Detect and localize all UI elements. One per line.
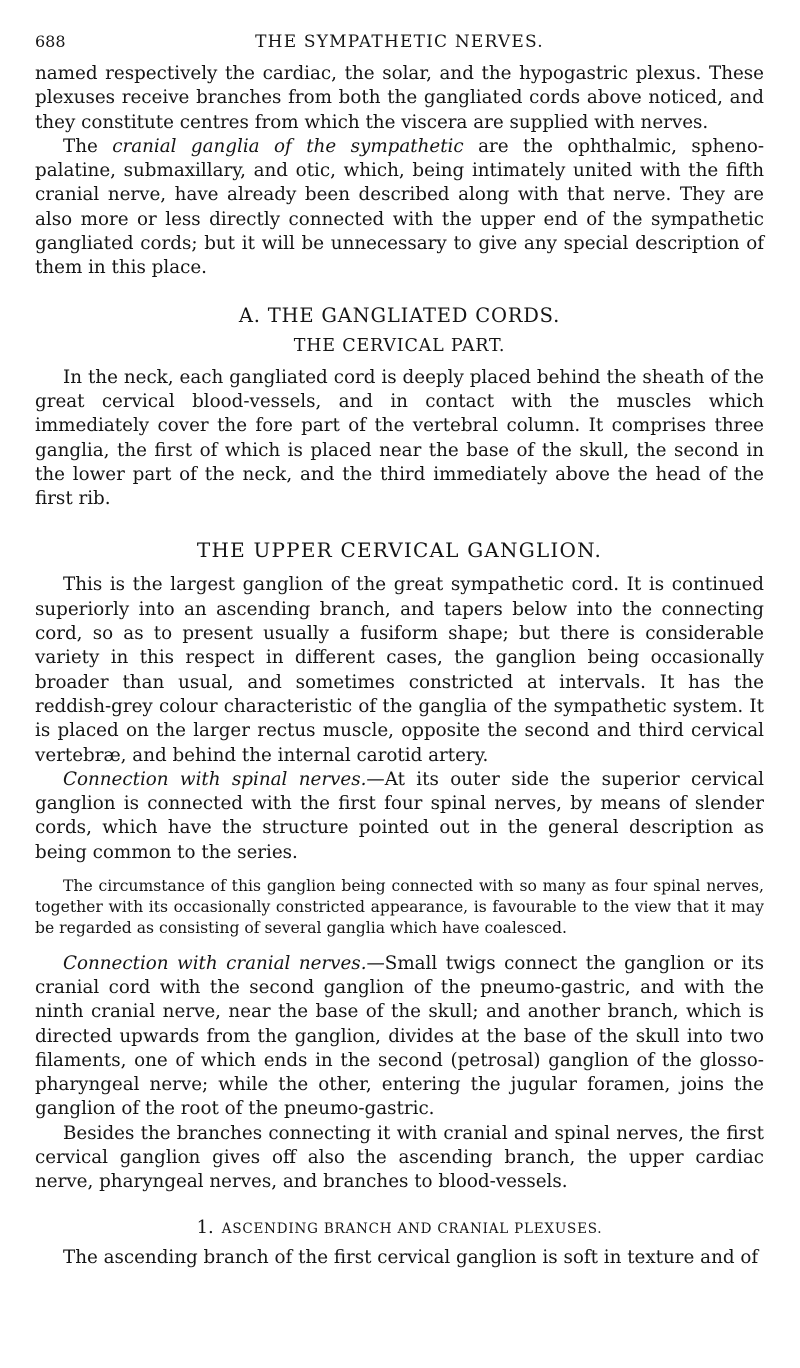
text-run: —At its outer side the superior cervical ganglion is connected with the first four spinal nerves, by means of slender cords, which have the structure pointed out in the general description as being common to the series.: [35, 768, 764, 863]
paragraph-neck: In the neck, each gangliated cord is deeply placed behind the sheath of the great cervical blood-vessels, and in contact with the muscles which immediately cover the fore part of the vertebral column. It comprises three ganglia, the first of which is placed near the base of the skull, the second in the lower part of the neck, and the third immediately above the head of the first rib.: [35, 366, 764, 510]
paragraph-ascending-branch: The ascending branch of the first cervical ganglion is soft in texture and of: [63, 1246, 759, 1268]
paragraph-spinal-connection: [35, 768, 764, 865]
heading-number: 1.: [196, 1216, 214, 1238]
subheading-upper-cervical-ganglion: THE UPPER CERVICAL GANGLION.: [196, 538, 603, 563]
paragraph-branches: Besides the branches connecting it with cranial and spinal nerves, the first cervical ganglion gives off also the ascending branch, the upper cardiac nerve, pharyngeal nerves, and branches to blood-vessels.: [35, 1122, 764, 1193]
small-print-note: The circumstance of this ganglion being connected with so many as four spinal nerves, together with its occasionally constricted appearance, is favourable to the view that it may be regarded as consisting of several ganglia which have coalesced.: [35, 877, 764, 938]
text-run: The: [63, 135, 113, 157]
italic-term: cranial ganglia of the sympathetic: [112, 135, 464, 157]
italic-term: Connection with spinal nerves.: [63, 768, 367, 790]
heading-title: ASCENDING BRANCH AND CRANIAL PLEXUSES.: [221, 1220, 603, 1237]
text-run: —Small twigs connect the ganglion or its cranial cord with the second ganglion of the pneumo-gastric, and with the ninth cranial nerve, near the base of the skull; and another branch, which is directed upwards from the ganglion, divides at the base of the skull into two filaments, one of which ends in the second (petrosal) ganglion of the glosso-pharyngeal nerve; while the other, entering the jugular foramen, joins the ganglion of the root of the pneumo-gastric.: [35, 952, 764, 1120]
paragraph-largest-ganglion: This is the largest ganglion of the great sympathetic cord. It is continued superiorly into an ascending branch, and tapers below into the connecting cord, so as to present usually a fusiform shape; but there is considerable variety in this respect in different cases, the ganglion being occasionally broader than usual, and sometimes constricted at intervals. It has the reddish-grey colour characteristic of the ganglia of the sympathetic system. It is placed on the larger rectus muscle, opposite the second and third cervical vertebræ, and behind the internal carotid artery.: [35, 574, 764, 766]
running-title: THE SYMPATHETIC NERVES.: [255, 32, 544, 52]
numbered-heading-ascending-branch: [35, 1217, 764, 1238]
italic-term: Connection with cranial nerves.: [63, 952, 367, 974]
paragraph-cranial-ganglia: [35, 135, 764, 281]
page-header: [35, 32, 764, 62]
text-run: are the ophthalmic, spheno-palatine, submaxillary, and otic, which, being intimately united with the fifth cranial nerve, have already been described along with that nerve. They are also more or less directly connected with the upper end of the sympathetic gangliated cords; but it will be unnecessary to give any special description of them in this place.: [35, 135, 765, 279]
paragraph-cranial-connection: [35, 952, 764, 1122]
subheading-cervical-part: THE CERVICAL PART.: [293, 335, 506, 356]
section-heading-gangliated-cords: A. THE GANGLIATED CORDS.: [238, 303, 561, 327]
paragraph-plexuses: named respectively the cardiac, the solar, and the hypogastric plexus. These plexuses receive branches from both the gangliated cords above noticed, and they constitute centres from which the viscera are supplied with nerves.: [35, 63, 764, 133]
page-number: 688: [35, 32, 66, 51]
